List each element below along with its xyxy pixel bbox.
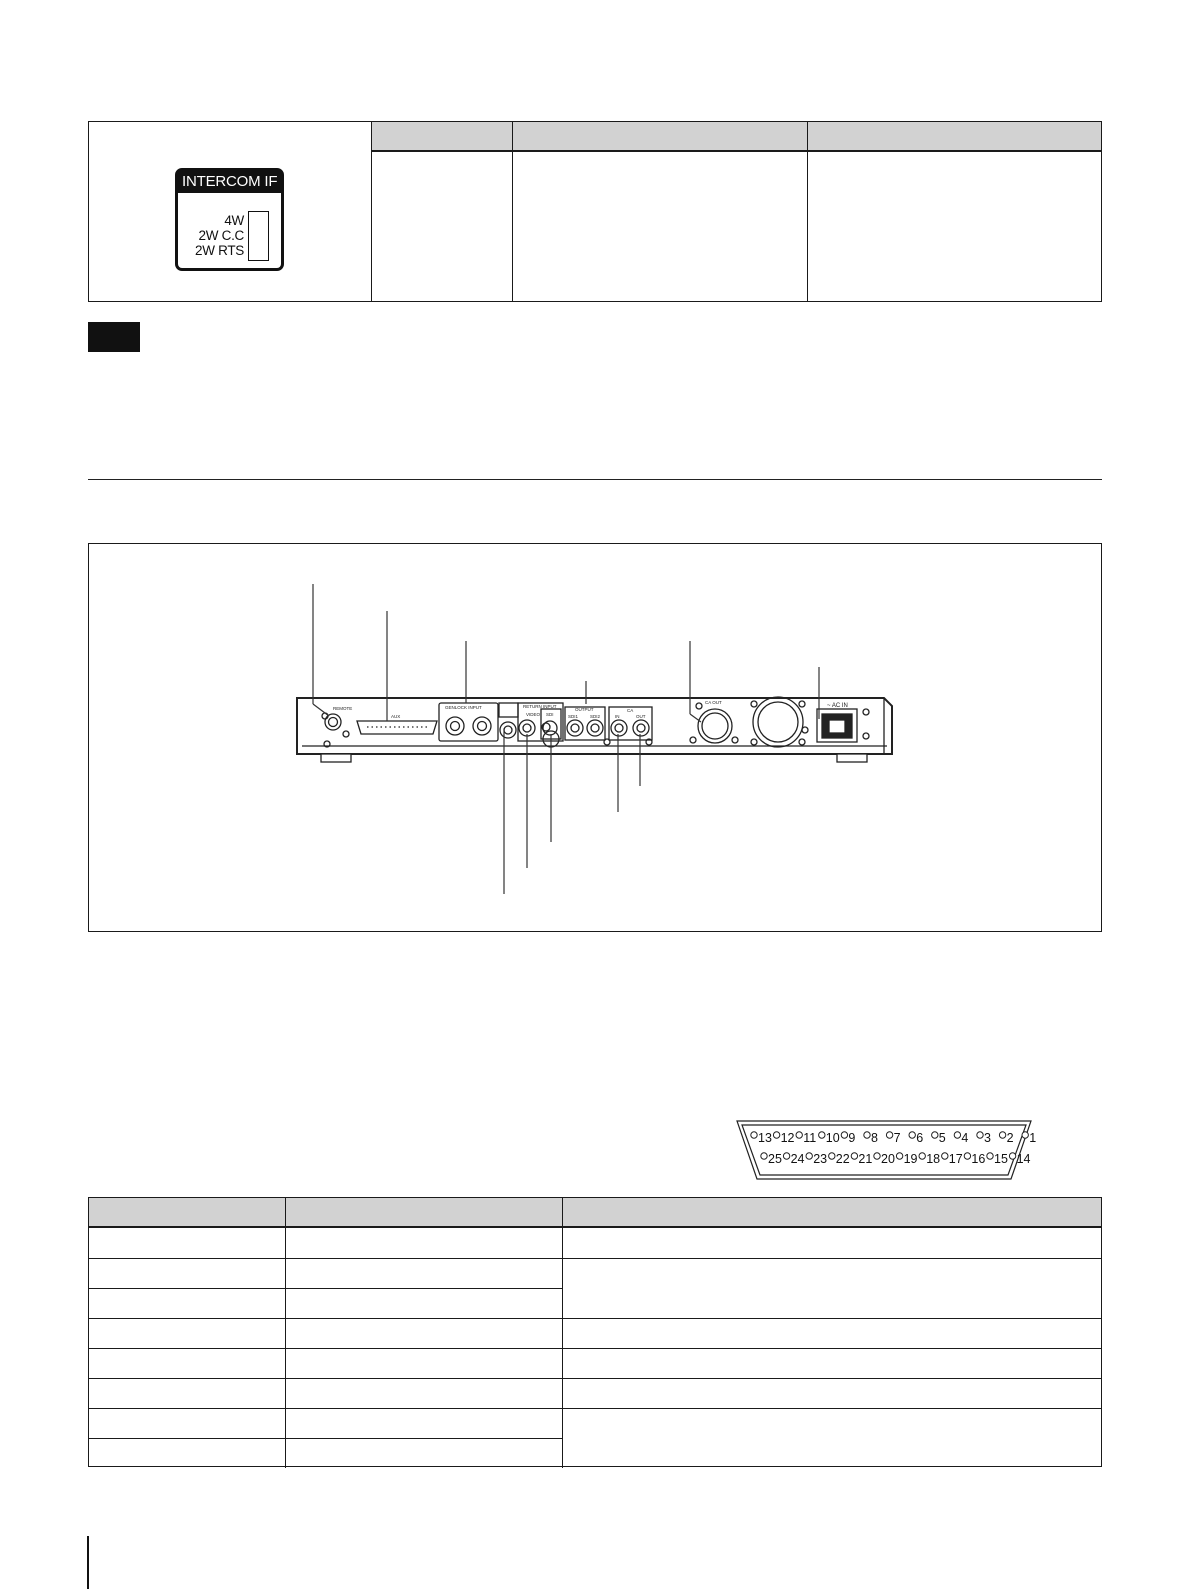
ac-in-socket-face — [829, 720, 845, 733]
sdi1-bnc — [567, 720, 583, 736]
fan-inner — [758, 702, 798, 742]
callout-lines — [313, 584, 819, 894]
pin-number: 19 — [903, 1152, 918, 1166]
ca-out-label: OUT — [636, 714, 646, 719]
column-divider — [512, 122, 513, 301]
ca-out-connector-inner — [702, 713, 728, 739]
d-sub-25-pin-diagram — [733, 1117, 1035, 1183]
pin-number: 1 — [1029, 1131, 1037, 1145]
column-divider — [562, 1198, 563, 1468]
sdi1-label: SDI1 — [568, 714, 579, 719]
pin-number: 13 — [758, 1131, 772, 1145]
genlock-bnc-2-inner — [478, 722, 487, 731]
table-header-row — [371, 122, 1101, 152]
column-divider — [285, 1198, 286, 1468]
pin-number: 15 — [994, 1152, 1008, 1166]
pin-hole — [874, 1153, 880, 1159]
pin-number: 20 — [881, 1152, 895, 1166]
ca-out-connector-label: CA OUT — [705, 700, 722, 705]
pin-hole — [829, 1153, 835, 1159]
sdi1-bnc-inner — [571, 724, 579, 732]
intercom-if-switch-illustration — [175, 168, 284, 271]
rear-panel-figure — [88, 543, 1102, 932]
option-4w: 4W — [224, 213, 244, 228]
pin-number: 2 — [1006, 1131, 1014, 1145]
pin-hole — [864, 1132, 870, 1138]
pin-hole — [896, 1153, 902, 1159]
pin-hole — [886, 1132, 892, 1138]
pin-number: 25 — [768, 1152, 782, 1166]
screw — [732, 737, 738, 743]
screw — [863, 709, 869, 715]
pin-number: 9 — [848, 1131, 856, 1145]
row-divider — [89, 1348, 1101, 1349]
pin-hole — [919, 1153, 925, 1159]
output-bnc-inner — [504, 726, 512, 734]
aux-label: AUX — [391, 714, 401, 719]
foot-right — [837, 754, 867, 762]
pin-number: 22 — [835, 1152, 850, 1166]
pin-hole — [841, 1132, 847, 1138]
note-tag — [88, 322, 140, 352]
sdi-label: SDI — [546, 712, 554, 717]
ca-label: CA — [627, 708, 634, 713]
pin-hole — [796, 1132, 802, 1138]
pin-number: 21 — [858, 1152, 873, 1166]
pin-number: 5 — [938, 1131, 946, 1145]
genlock-bnc-1-inner — [451, 722, 460, 731]
option-2w-cc: 2W C.C — [198, 228, 244, 243]
pin-number: 11 — [803, 1131, 817, 1145]
video-label: VIDEO — [526, 712, 541, 717]
pin-number: 8 — [871, 1131, 878, 1145]
d-sub-outer-shell — [737, 1121, 1031, 1179]
ca-out-bnc — [633, 720, 649, 736]
ac-in-label: ~ AC IN — [827, 703, 848, 709]
column-divider — [807, 122, 808, 301]
pin-hole — [964, 1153, 970, 1159]
intercom-if-title: INTERCOM IF — [178, 171, 281, 193]
pin-hole — [806, 1153, 812, 1159]
foot-left — [321, 754, 351, 762]
option-2w-rts: 2W RTS — [195, 243, 244, 258]
screw — [751, 701, 757, 707]
row-divider — [89, 1258, 1101, 1259]
pin-number: 4 — [961, 1131, 969, 1145]
pin-hole — [999, 1132, 1005, 1138]
pin-hole — [783, 1153, 789, 1159]
column-divider — [371, 122, 372, 301]
pin-hole — [942, 1153, 948, 1159]
return-bnc-1-inner — [523, 724, 531, 732]
pin-number: 3 — [984, 1131, 991, 1145]
sdi2-bnc-inner — [591, 724, 599, 732]
output-bnc — [500, 722, 516, 738]
row-divider — [89, 1378, 1101, 1379]
screw — [343, 731, 349, 737]
sdi2-label: SDI2 — [590, 714, 601, 719]
section-divider — [88, 479, 1102, 480]
screw — [799, 701, 805, 707]
intercom-if-options — [191, 213, 244, 258]
screw — [799, 739, 805, 745]
pin-hole — [1022, 1132, 1028, 1138]
aux-connector — [357, 721, 437, 734]
pin-number: 12 — [780, 1131, 795, 1145]
page-margin-bar — [87, 1536, 89, 1589]
pin-hole — [819, 1132, 825, 1138]
pin-hole — [909, 1132, 915, 1138]
pin-hole — [954, 1132, 960, 1138]
screw — [604, 739, 610, 745]
ca-in-bnc-inner — [615, 724, 623, 732]
small-output-block — [499, 703, 518, 717]
pin-number: 23 — [813, 1152, 828, 1166]
remote-connector — [325, 714, 341, 730]
output-label: OUTPUT — [575, 707, 594, 712]
genlock-bnc-1 — [446, 717, 464, 735]
pin-number: 14 — [1016, 1152, 1031, 1166]
switch-slot — [248, 211, 269, 261]
pin-hole — [773, 1132, 779, 1138]
remote-label: REMOTE — [333, 706, 353, 711]
table-header-row — [89, 1198, 1101, 1228]
screw — [863, 733, 869, 739]
fan — [753, 697, 803, 747]
pin-number: 16 — [971, 1152, 986, 1166]
row-divider — [89, 1288, 562, 1289]
pin-number: 17 — [948, 1152, 963, 1166]
pin-hole — [987, 1153, 993, 1159]
screw — [802, 727, 808, 733]
row-divider — [89, 1318, 1101, 1319]
pin-number: 7 — [893, 1131, 901, 1145]
screw — [751, 739, 757, 745]
row-divider — [89, 1408, 1101, 1409]
pin-number: 24 — [790, 1152, 805, 1166]
pin-hole — [851, 1153, 857, 1159]
pin-hole — [977, 1132, 983, 1138]
pin-number: 10 — [825, 1131, 840, 1145]
pin-hole — [761, 1153, 767, 1159]
return-bnc-1 — [519, 720, 535, 736]
screw — [696, 703, 702, 709]
ca-out-bnc-inner — [637, 724, 645, 732]
return-input-label: RETURN INPUT — [523, 704, 557, 709]
screw — [690, 737, 696, 743]
pin-number: 6 — [916, 1131, 924, 1145]
ca-in-bnc — [611, 720, 627, 736]
rear-panel-illustration — [89, 544, 1103, 933]
ca-out-connector — [698, 709, 732, 743]
pin-hole — [1009, 1153, 1015, 1159]
pin-hole — [932, 1132, 938, 1138]
sdi2-bnc — [587, 720, 603, 736]
pin-assignment-table — [88, 1197, 1102, 1467]
genlock-label: GENLOCK INPUT — [445, 705, 482, 710]
ca-in-label: IN — [615, 714, 620, 719]
genlock-bnc-2 — [473, 717, 491, 735]
row-divider — [89, 1438, 562, 1439]
pin-hole — [751, 1132, 757, 1138]
remote-connector-inner — [329, 718, 338, 727]
pin-number: 18 — [926, 1152, 941, 1166]
